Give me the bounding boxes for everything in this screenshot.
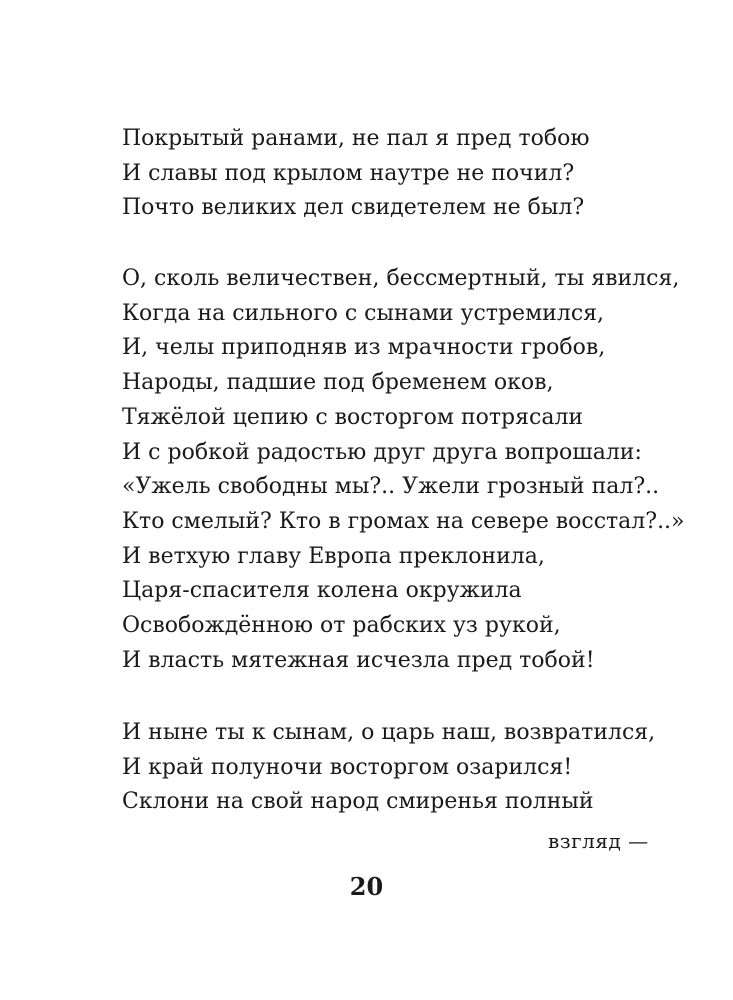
poem-line: Тяжёлой цепию с восторгом потрясали bbox=[122, 404, 584, 430]
line-carry-over: взгляд — bbox=[548, 829, 649, 853]
poem-line: И ныне ты к сынам, о царь наш, возвратился, bbox=[122, 720, 656, 745]
poem-line: Покрытый ранами, не пал я пред тобою bbox=[122, 126, 590, 151]
stanza-3 bbox=[122, 716, 682, 820]
poem-line: И, челы приподняв из мрачности гробов, bbox=[122, 335, 606, 361]
poem-line: Освобождённою от рабских уз рукой, bbox=[122, 613, 561, 639]
poem-line: И край полуночи восторгом озарился! bbox=[122, 754, 573, 780]
poem-line: Почто великих дел свидетелем не был? bbox=[122, 195, 585, 221]
poem-line: Склони на свой народ смиренья полный bbox=[122, 789, 594, 815]
poem-line: О, сколь величествен, бессмертный, ты явился, bbox=[122, 266, 680, 291]
poem-line: «Ужель свободны мы?.. Ужели грозный пал?.. bbox=[122, 474, 660, 500]
poem-line: И власть мятежная исчезла пред тобой! bbox=[122, 647, 595, 673]
poem-line: И ветхую главу Европа преклонила, bbox=[122, 543, 545, 569]
poem-line: Народы, падшие под бременем оков, bbox=[122, 370, 554, 396]
poem-line: И с робкой радостью друг друга вопрошали: bbox=[122, 439, 642, 465]
stanza-1 bbox=[122, 122, 682, 226]
stanza-2 bbox=[122, 262, 685, 678]
poem-line: Царя-спасителя колена окружила bbox=[122, 578, 522, 604]
poem-line: Кто смелый? Кто в громах на севере восстал?..» bbox=[122, 508, 685, 534]
poem-line: Когда на сильного с сынами устремился, bbox=[122, 300, 605, 326]
poem-line: И славы под крылом наутре не почил? bbox=[122, 160, 575, 186]
page-number: 20 bbox=[349, 872, 384, 901]
